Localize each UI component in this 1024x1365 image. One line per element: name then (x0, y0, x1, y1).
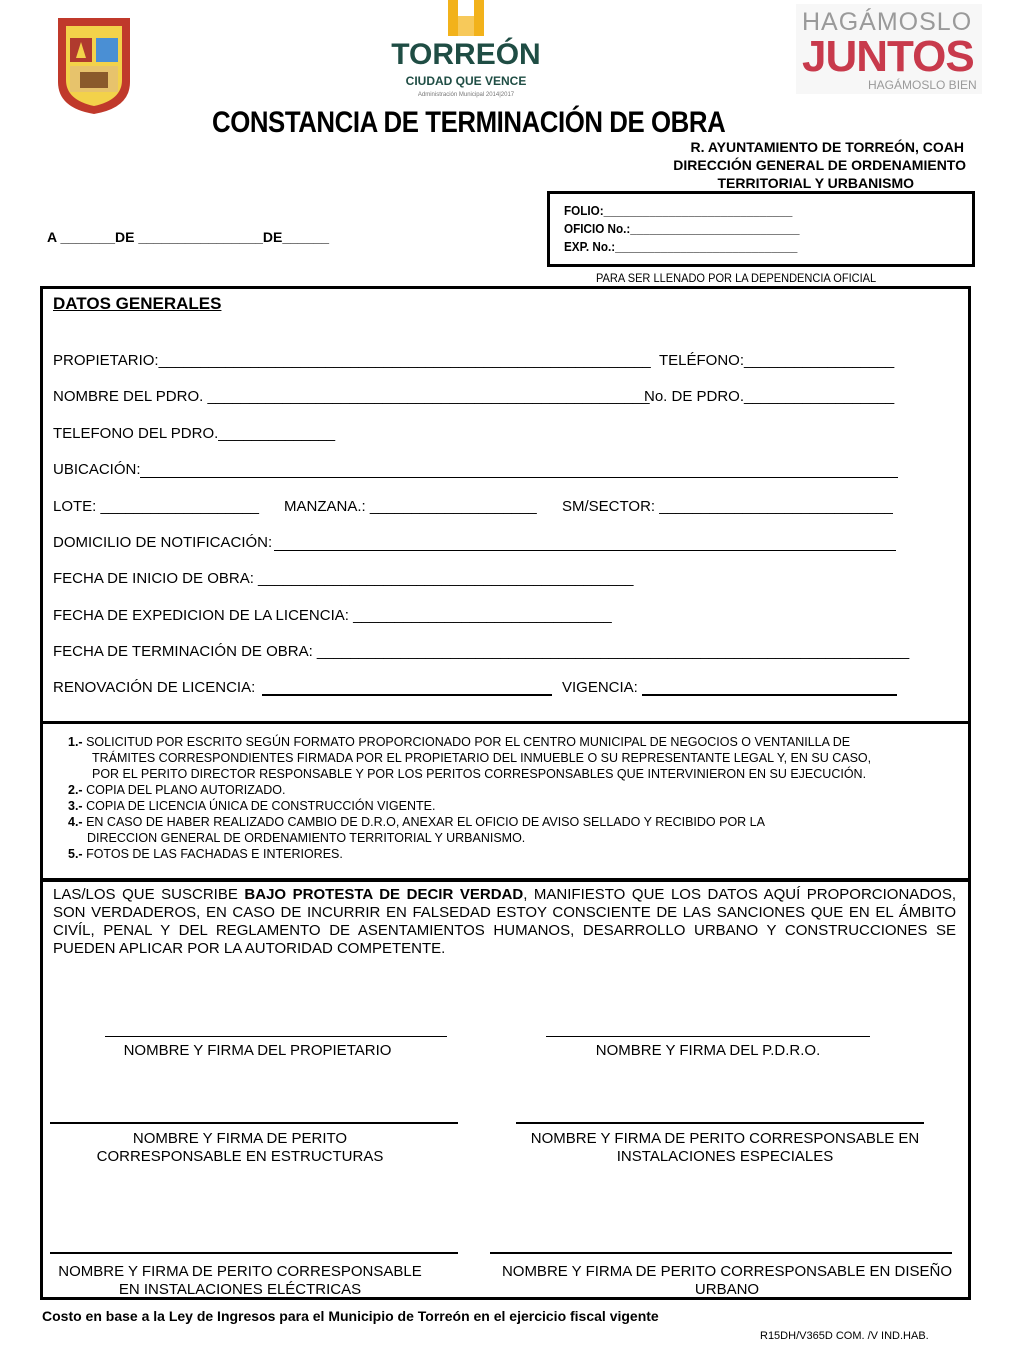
official-use-note: PARA SER LLENADO POR LA DEPENDENCIA OFICIAL (596, 271, 877, 285)
requirement-2: 2.- COPIA DEL PLANO AUTORIZADO. (68, 783, 286, 797)
fecha-inicio-field[interactable]: FECHA DE INICIO DE OBRA: _____________________________________________ (53, 570, 634, 587)
requirement-1-line-2: TRÁMITES CORRESPONDIENTES FIRMADA POR EL PROPIETARIO DEL INMUEBLE O SU REPRESENTANTE LEGAL Y, EN SU CASO, (92, 751, 872, 765)
document-title: CONSTANCIA DE TERMINACIÓN DE OBRA (212, 106, 726, 139)
signature-line-urbano[interactable] (490, 1252, 952, 1254)
torreon-admin: Administración Municipal 2014|2017 (417, 92, 515, 98)
torreon-tower-icon (448, 0, 484, 36)
datos-generales-title: DATOS GENERALES (53, 294, 222, 313)
telefono-field[interactable]: TELÉFONO:__________________ (659, 352, 895, 369)
propietario-field[interactable]: PROPIETARIO:___________________________________________________________ (53, 352, 651, 369)
ubicacion-line[interactable] (140, 477, 898, 478)
domicilio-line[interactable] (274, 550, 896, 551)
exp-field[interactable]: EXP. No.:____________________________ (564, 239, 798, 254)
requirement-4-line-2: DIRECCION GENERAL DE ORDENAMIENTO TERRITORIAL Y URBANISMO. (87, 831, 526, 845)
signature-line-electricas[interactable] (50, 1252, 458, 1254)
manzana-field[interactable]: MANZANA.: ____________________ (284, 498, 537, 515)
cost-note: Costo en base a la Ley de Ingresos para el Municipio de Torreón en el ejercicio fiscal vigente (42, 1308, 659, 1324)
vigencia-line[interactable] (642, 694, 897, 696)
torreon-logo (388, 0, 544, 104)
signature-label-estructuras: NOMBRE Y FIRMA DE PERITO CORRESPONSABLE EN ESTRUCTURAS (96, 1130, 384, 1165)
domicilio-label: DOMICILIO DE NOTIFICACIÓN: (53, 534, 273, 551)
signature-label-propietario: NOMBRE Y FIRMA DEL PROPIETARIO (123, 1042, 392, 1059)
signature-label-pdro: NOMBRE Y FIRMA DEL P.D.R.O. (595, 1042, 821, 1059)
nombre-pdro-field[interactable]: NOMBRE DEL PDRO. _____________________________________________________ (53, 388, 650, 405)
requirement-1: 1.- SOLICITUD POR ESCRITO SEGÚN FORMATO PROPORCIONADO POR EL CENTRO MUNICIPAL DE NEGOCIOS O VENTANILLA DE (68, 735, 851, 749)
folio-field[interactable]: FOLIO:_____________________________ (564, 203, 793, 218)
requirement-3: 3.- COPIA DE LICENCIA ÚNICA DE CONSTRUCCIÓN VIGENTE. (68, 799, 436, 813)
section-divider (40, 878, 968, 882)
signature-label-urbano: NOMBRE Y FIRMA DE PERITO CORRESPONSABLE EN DISEÑO URBANO (501, 1263, 953, 1298)
signature-line-propietario[interactable] (105, 1036, 447, 1037)
requirement-1-line-3: POR EL PERITO DIRECTOR RESPONSABLE Y POR LOS PERITOS CORRESPONSABLES QUE INTERVINIERON EN SU EJECUCIÓN. (92, 767, 867, 781)
renovacion-line[interactable] (262, 694, 552, 696)
declaration-text: LAS/LOS QUE SUSCRIBE BAJO PROTESTA DE DECIR VERDAD, MANIFIESTO QUE LOS DATOS AQUÍ PROPORCIONADOS, SON VERDADEROS, EN CASO DE INCURRIR EN FALSEDAD ESTOY CONSCIENTE DE LAS SANCIONES QUE EN EL ÁMBITO CIVÍL, PENAL Y DEL REGLAMENTO DE ASENTAMIENTOS HUMANOS, DESARROLLO URBANO Y CONSTRUCCIONES SE PUEDEN APLICAR POR LA AUTORIDAD COMPETENTE. (53, 886, 956, 957)
renovacion-label: RENOVACIÓN DE LICENCIA: (53, 679, 256, 696)
torreon-name: TORREÓN (391, 38, 541, 71)
oficio-field[interactable]: OFICIO No.:__________________________ (564, 221, 800, 236)
ubicacion-label: UBICACIÓN: (53, 461, 141, 478)
juntos-main-text: JUNTOS (802, 32, 974, 81)
lote-field[interactable]: LOTE: ___________________ (53, 498, 260, 515)
sector-field[interactable]: SM/SECTOR: ____________________________ (562, 498, 893, 515)
form-code: R15DH/V365D COM. /V IND.HAB. (760, 1330, 929, 1342)
signature-line-pdro[interactable] (546, 1036, 870, 1037)
org-line-1: R. AYUNTAMIENTO DE TORREÓN, COAH (690, 139, 964, 155)
fecha-terminacion-field[interactable]: FECHA DE TERMINACIÓN DE OBRA: _______________________________________________________________________ (53, 643, 910, 660)
signature-label-electricas: NOMBRE Y FIRMA DE PERITO CORRESPONSABLE EN INSTALACIONES ELÉCTRICAS (58, 1263, 422, 1298)
signature-label-especiales: NOMBRE Y FIRMA DE PERITO CORRESPONSABLE EN INSTALACIONES ESPECIALES (530, 1130, 920, 1165)
requirement-4: 4.- EN CASO DE HABER REALIZADO CAMBIO DE D.R.O, ANEXAR EL OFICIO DE AVISO SELLADO Y RECIBIDO POR LA (68, 815, 765, 829)
section-divider (40, 721, 968, 724)
date-line[interactable]: A _______DE ________________DE______ (47, 229, 330, 245)
no-pdro-field[interactable]: No. DE PDRO.__________________ (644, 388, 895, 405)
torreon-coat-of-arms-icon (52, 12, 136, 116)
org-line-2: DIRECCIÓN GENERAL DE ORDENAMIENTO (673, 157, 966, 173)
requirement-5: 5.- FOTOS DE LAS FACHADAS E INTERIORES. (68, 847, 343, 861)
juntos-bottom-text: HAGÁMOSLO BIEN (868, 78, 977, 92)
signature-line-estructuras[interactable] (50, 1122, 458, 1124)
telefono-pdro-field[interactable]: TELEFONO DEL PDRO.______________ (53, 425, 336, 442)
juntos-top-text: HAGÁMOSLO (802, 8, 973, 36)
folio-box (547, 191, 975, 267)
fecha-expedicion-field[interactable]: FECHA DE EXPEDICION DE LA LICENCIA: _______________________________ (53, 607, 612, 624)
hagamoslo-juntos-logo (796, 4, 982, 94)
org-line-3: TERRITORIAL Y URBANISMO (717, 175, 914, 191)
torreon-tagline: CIUDAD QUE VENCE (405, 74, 527, 88)
signature-line-especiales[interactable] (516, 1122, 924, 1124)
vigencia-label: VIGENCIA: (562, 679, 638, 696)
